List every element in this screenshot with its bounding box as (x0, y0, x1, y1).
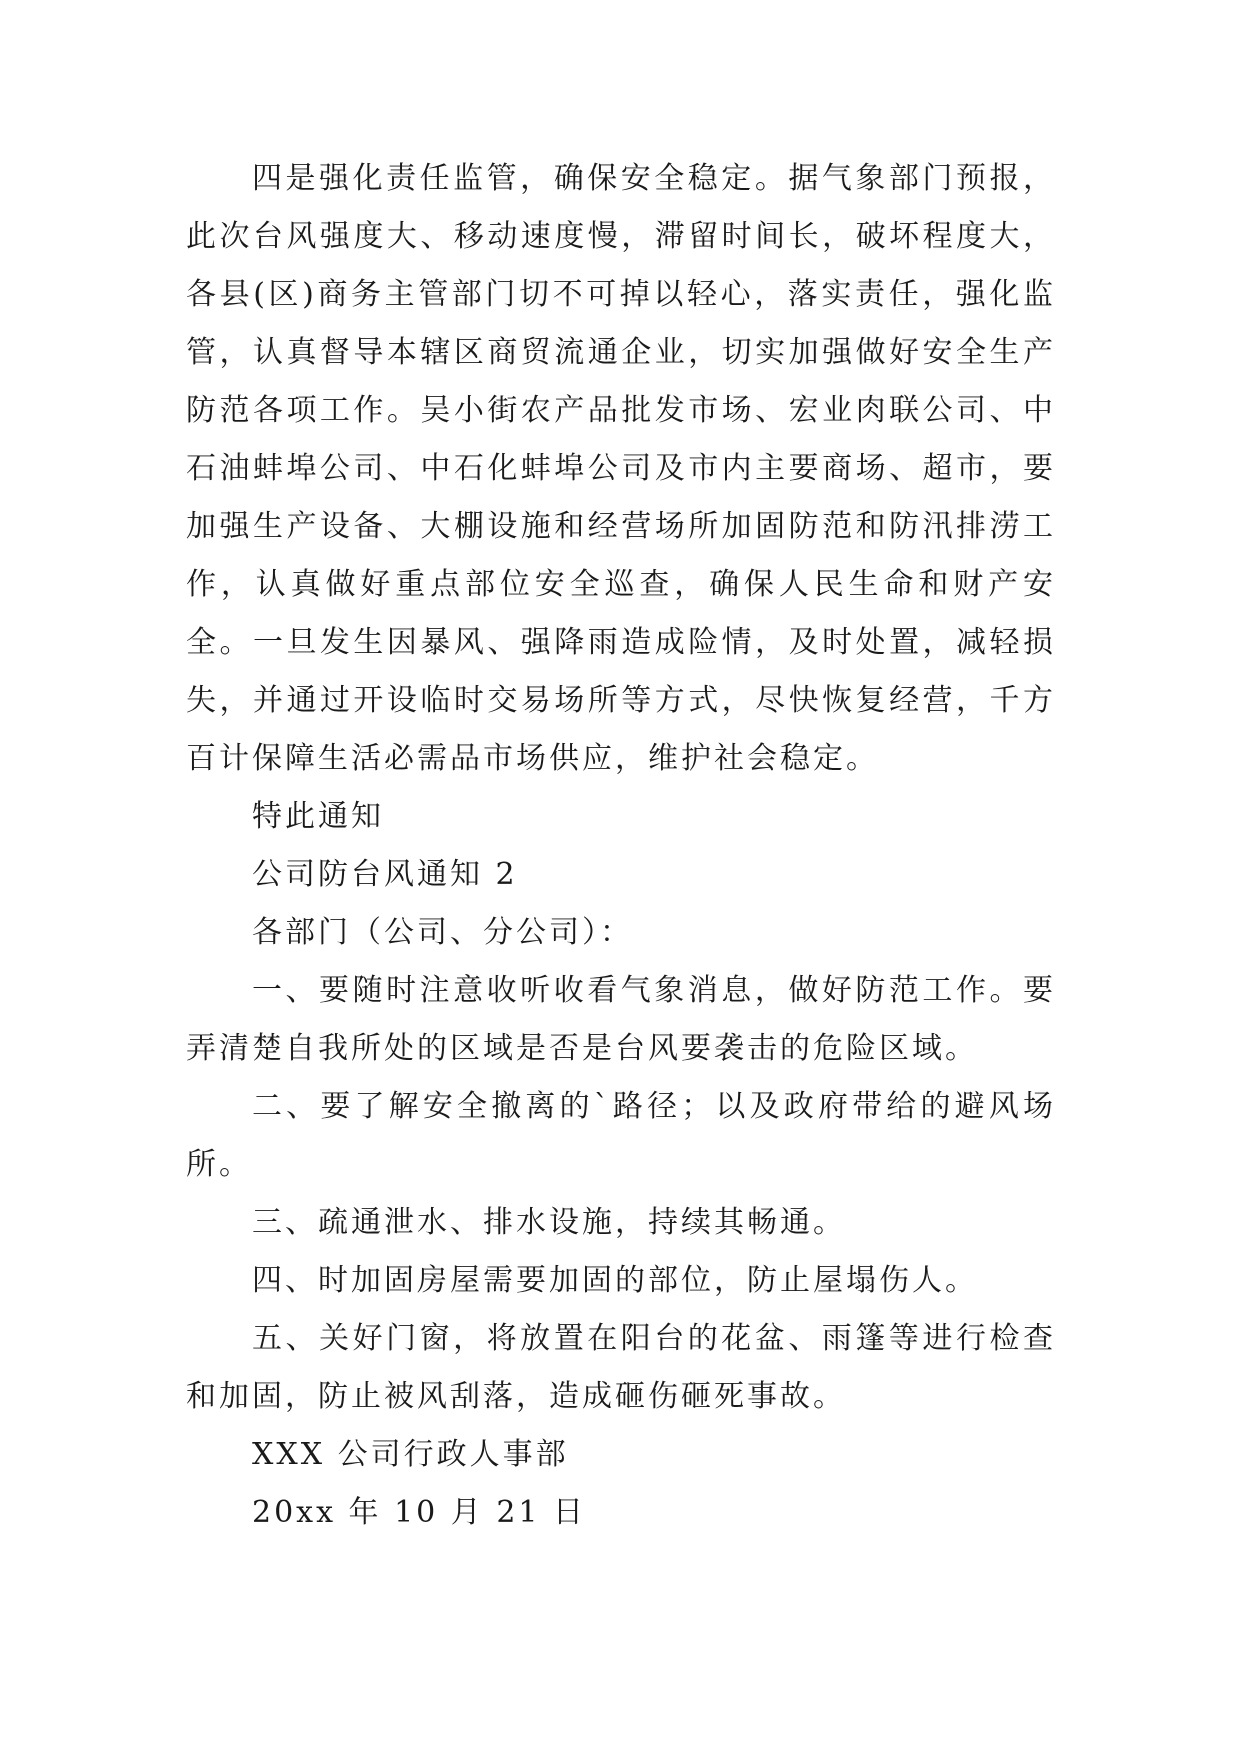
paragraph-notice-closing: 特此通知 (252, 799, 384, 834)
paragraph-notice-title: 公司防台风通知 2 (252, 857, 518, 892)
paragraph-salutation: 各部门（公司、分公司）： (252, 915, 633, 950)
paragraph-item-5: 五、关好门窗，将放置在阳台的花盆、雨篷等进行检查和加固，防止被风刮落，造成砸伤砸死事故。 (186, 1321, 1056, 1414)
signature-department: XXX 公司行政人事部 (252, 1437, 569, 1472)
paragraph-item-1: 一、要随时注意收听收看气象消息，做好防范工作。要弄清楚自我所处的区域是否是台风要袭击的危险区域。 (186, 973, 1056, 1066)
paragraph-item-2: 二、要了解安全撤离的`路径；以及政府带给的避风场所。 (186, 1089, 1056, 1182)
document-body (186, 150, 1056, 1542)
paragraph-responsibility: 四是强化责任监管，确保安全稳定。据气象部门预报，此次台风强度大、移动速度慢，滞留时间长，破坏程度大，各县(区)商务主管部门切不可掉以轻心，落实责任，强化监管，认真督导本辖区商贸流通企业，切实加强做好安全生产防范各项工作。吴小街农产品批发市场、宏业肉联公司、中石油蚌埠公司、中石化蚌埠公司及市内主要商场、超市，要加强生产设备、大棚设施和经营场所加固防范和防汛排涝工作，认真做好重点部位安全巡查，确保人民生命和财产安全。一旦发生因暴风、强降雨造成险情，及时处置，减轻损失，并通过开设临时交易场所等方式，尽快恢复经营，千方百计保障生活必需品市场供应，维护社会稳定。 (186, 161, 1056, 776)
signature-date: 20xx 年 10 月 21 日 (252, 1495, 587, 1530)
paragraph-item-3: 三、疏通泄水、排水设施，持续其畅通。 (252, 1205, 846, 1240)
paragraph-item-4: 四、时加固房屋需要加固的部位，防止屋塌伤人。 (252, 1263, 978, 1298)
